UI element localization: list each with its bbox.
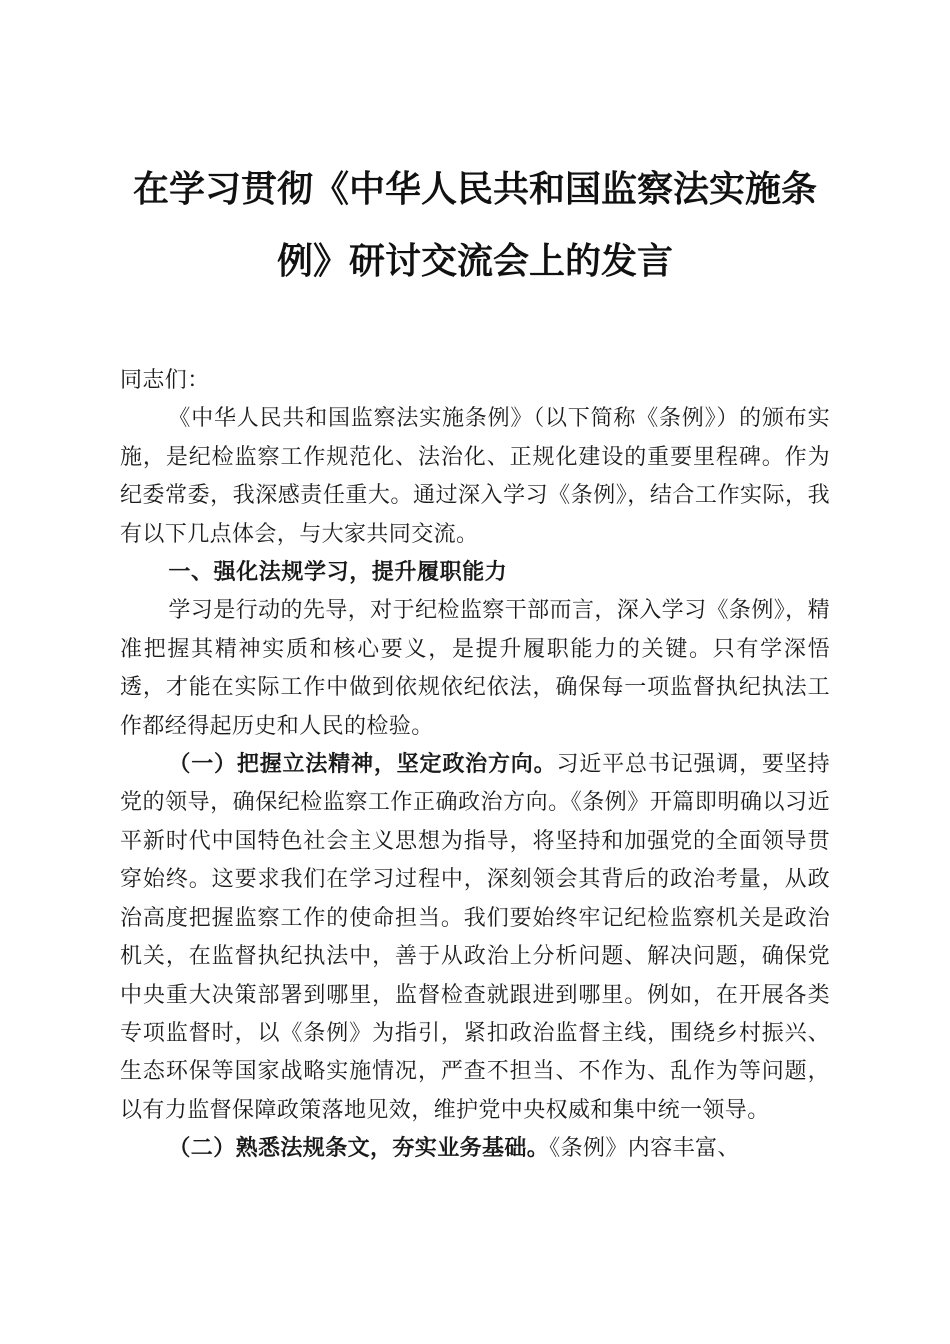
point-2-text: 《条例》内容丰富、 — [549, 1136, 740, 1162]
point-2-paragraph — [120, 1130, 830, 1168]
section-1-paragraph: 学习是行动的先导，对于纪检监察干部而言，深入学习《条例》，精准把握其精神实质和核心要义，是提升履职能力的关键。只有学深悟透，才能在实际工作中做到依规依纪依法，确保每一项监督执纪执法工作都经得起历史和人民的检验。 — [120, 598, 830, 739]
intro-paragraph: 《中华人民共和国监察法实施条例》（以下简称《条例》）的颁布实施，是纪检监察工作规范化、法治化、正规化建设的重要里程碑。作为纪委常委，我深感责任重大。通过深入学习《条例》，结合工作实际，我有以下几点体会，与大家共同交流。 — [120, 406, 830, 547]
document-body — [120, 362, 830, 1169]
document-title — [100, 160, 850, 292]
point-1-text: 习近平总书记强调，要坚持党的领导，确保纪检监察工作正确政治方向。《条例》开篇即明确以习近平新时代中国特色社会主义思想为指导，将坚持和加强党的全面领导贯穿始终。这要求我们在学习过程中，深刻领会其背后的政治考量，从政治高度把握监察工作的使命担当。我们要始终牢记纪检监察机关是政治机关，在监督执纪执法中，善于从政治上分析问题、解决问题，确保党中央重大决策部署到哪里，监督检查就跟进到哪里。例如，在开展各类专项监督时，以《条例》为指引，紧扣政治监督主线，围绕乡村振兴、生态环保等国家战略实施情况，严查不担当、不作为、乱作为等问题，以有力监督保障政策落地见效，维护党中央权威和集中统一领导。 — [120, 752, 830, 1123]
point-1-lead: （一）把握立法精神，坚定政治方向。 — [168, 752, 557, 778]
salutation: 同志们： — [120, 368, 210, 393]
point-2-lead: （二）熟悉法规条文，夯实业务基础。 — [168, 1136, 550, 1162]
section-1-heading: 一、强化法规学习，提升履职能力 — [168, 560, 508, 586]
point-1-paragraph — [120, 746, 830, 1130]
title-line-1: 在学习贯彻《中华人民共和国监察法实施条 — [132, 169, 817, 210]
title-line-2: 例》研讨交流会上的发言 — [276, 241, 673, 282]
